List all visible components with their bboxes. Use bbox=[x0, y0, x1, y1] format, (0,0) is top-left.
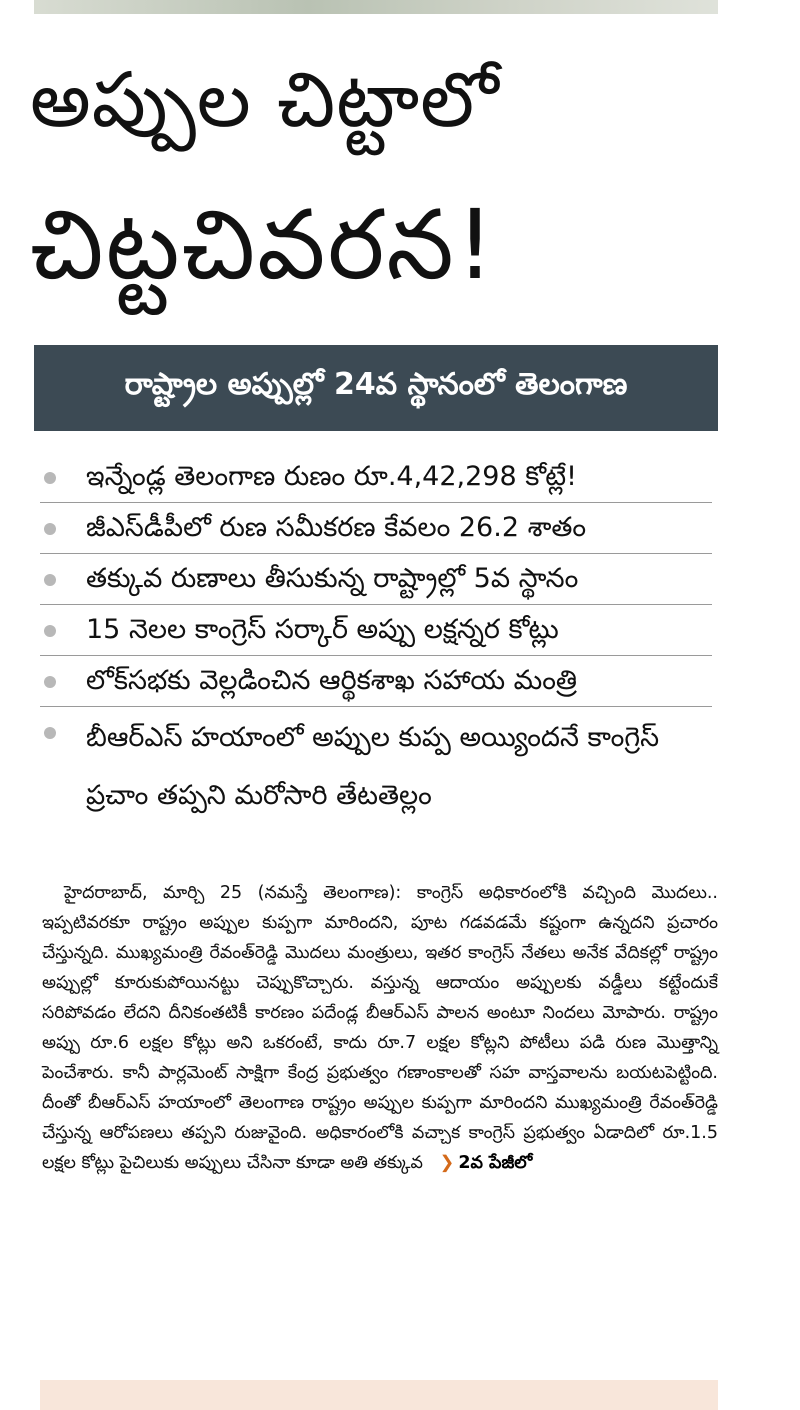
highlight-item bbox=[40, 503, 712, 554]
highlight-text: ఇన్నేండ్ల తెలంగాణ రుణం రూ.4,42,298 కోట్లే! bbox=[86, 461, 577, 492]
headline-line-1: అప్పుల చిట్టాలో bbox=[30, 55, 500, 144]
headline-line-2: చిట్టచివరన! bbox=[30, 189, 497, 301]
bullet-dot-icon bbox=[44, 472, 56, 484]
bullet-dot-icon bbox=[44, 676, 56, 688]
bullet-dot-icon bbox=[44, 523, 56, 535]
top-photo-strip bbox=[34, 0, 718, 14]
bullet-dot-icon bbox=[44, 574, 56, 586]
highlight-item bbox=[40, 452, 712, 503]
subheadline-text: రాష్ట్రాల అప్పుల్లో 24వ స్థానంలో తెలంగాణ bbox=[124, 367, 628, 402]
highlight-item bbox=[40, 554, 712, 605]
continued-text: 2వ పేజీలో bbox=[458, 1153, 533, 1173]
bullet-dot-icon bbox=[44, 727, 56, 739]
highlight-item bbox=[40, 656, 712, 707]
bullet-dot-icon bbox=[44, 625, 56, 637]
continued-link[interactable] bbox=[440, 1153, 533, 1173]
subheadline-banner bbox=[34, 345, 718, 431]
article-body-text: హైదరాబాద్, మార్చి 25 (నమస్తే తెలంగాణ): కాంగ్రెస్ అధికారంలోకి వచ్చింది మొదలు.. ఇప్పటివరకూ రాష్ట్రం అప్పుల కుప్పగా మారిందని, పూట గడవడమే కష్టంగా ఉన్నదని ప్రచారం చేస్తున్నది. ముఖ్యమంత్రి రేవంత్‌రెడ్డి మొదలు మంత్రులు, ఇతర కాంగ్రెస్ నేతలు అనేక వేదికల్లో రాష్ట్రం అప్పుల్లో కూరుకుపోయినట్టు చెప్పుకొచ్చారు. వస్తున్న ఆదాయం అప్పులకు వడ్డీలు కట్టేందుకే సరిపోవడం లేదని దీనికంతటికీ కారణం పదేండ్ల బీఆర్‌ఎస్ పాలన అంటూ నిందలు మోపారు. రాష్ట్రం అప్పు రూ.6 లక్షల కోట్లు అని ఒకరంటే, కాదు రూ.7 లక్షల కోట్లని పోటీలు పడి రుణ మొత్తాన్ని పెంచేశారు. కానీ పార్లమెంట్ సాక్షిగా కేంద్ర ప్రభుత్వం గణాంకాలతో సహ వాస్తవాలను బయటపెట్టింది. దీంతో బీఆర్‌ఎస్ హయాంలో తెలంగాణ రాష్ట్రం అప్పుల కుప్పగా మారిందని ముఖ్యమంత్రి రేవంత్‌రెడ్డి చేస్తున్న ఆరోపణలు తప్పని రుజువైంది. అధికారంలోకి వచ్చాక కాంగ్రెస్ ప్రభుత్వం ఏడాదిలో రూ.1.5 లక్షల కోట్లు పైచిలుకు అప్పులు చేసినా కూడా అతి తక్కువ bbox=[42, 883, 718, 1173]
highlight-item bbox=[40, 707, 712, 825]
highlights-list bbox=[40, 452, 712, 825]
highlight-item bbox=[40, 605, 712, 656]
highlight-text: బీఆర్‌ఎస్ హయాంలో అప్పుల కుప్ప అయ్యిందనే కాంగ్రెస్ ప్రచాం తప్పని మరోసారి తేటతెల్లం bbox=[86, 722, 660, 811]
headline bbox=[30, 40, 730, 330]
article-body bbox=[42, 878, 718, 1178]
highlight-text: 15 నెలల కాంగ్రెస్ సర్కార్ అప్పు లక్షన్నర కోట్లు bbox=[86, 614, 559, 645]
chevron-right-icon: ❯ bbox=[439, 1153, 455, 1173]
next-article-band bbox=[40, 1380, 718, 1410]
highlight-text: తక్కువ రుణాలు తీసుకున్న రాష్ట్రాల్లో 5వ స్థానం bbox=[86, 563, 579, 594]
highlight-text: లోక్‌సభకు వెల్లడించిన ఆర్థికశాఖ సహాయ మంత్రి bbox=[86, 665, 578, 696]
highlight-text: జీఎస్‌డీపీలో రుణ సమీకరణ కేవలం 26.2 శాతం bbox=[86, 512, 587, 543]
